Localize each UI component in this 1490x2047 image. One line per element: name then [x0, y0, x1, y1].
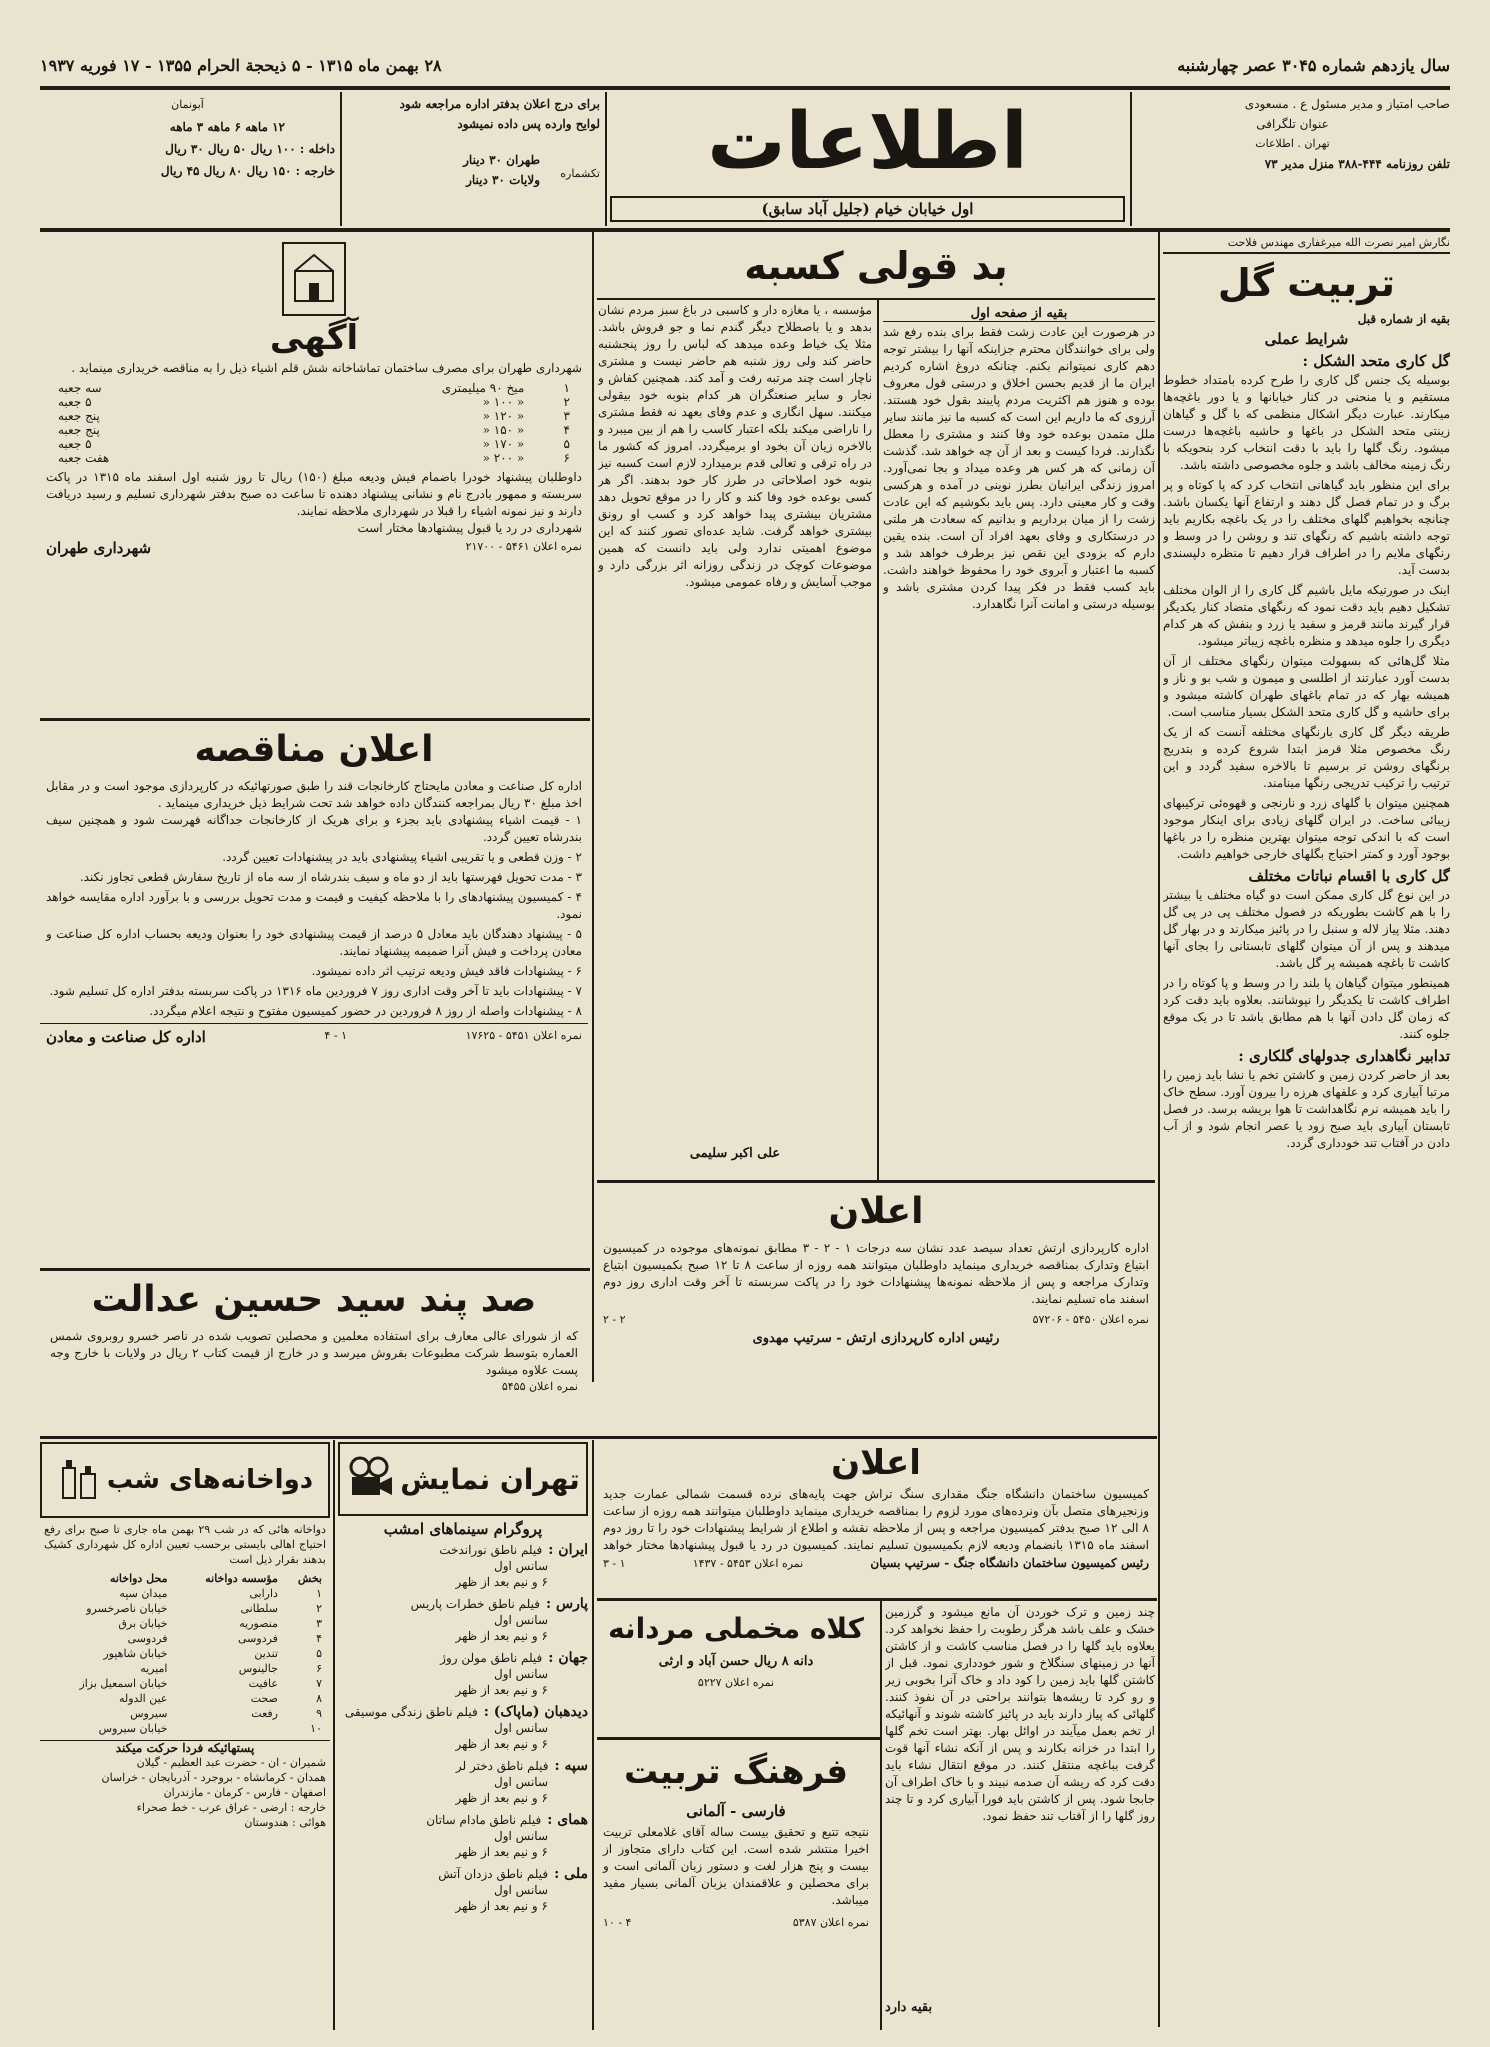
cinema-film: فیلم ناطق مادام ساتان: [426, 1813, 542, 1827]
pharmacy-row: [40, 1601, 326, 1616]
newspaper-title: اطلاعات: [707, 97, 1028, 187]
hat-ad-no: نمره اعلان ۵۲۲۷: [697, 1676, 775, 1689]
pharmacy-h-name: مؤسسه دواخانه: [205, 1572, 278, 1585]
cinema-session: سانس اول: [493, 1829, 548, 1843]
agahi-foot: شهرداری در رد یا قبول پیشنهادها مختار است: [357, 521, 582, 535]
pharmacy-cell: امیریه: [140, 1662, 168, 1675]
army-body: اداره کارپردازی ارتش تعداد سیصد عدد نشان سه درجات ۱ - ۲ - ۳ مطابق نمونه‌های موجوده در کمیسیون ابتیاع وتدارک بمناقصه خریداری مینماید داوطلبان میتوانند همه روزه از ساعت ۸ تا ۱۲ صبح بکمیسیون ابتیاع وتدارک مراجعه و پس از ملاحظه نمونه‌ها پیشنهادات خود را در پاکت سربسته تا آخر وقت اداری روز دوم اسفند ماه تسلیم نمایند.: [603, 1241, 1150, 1306]
agahi-item-n: ۴: [563, 423, 570, 437]
pharmacy-cell: خیابان شاهپور: [103, 1647, 168, 1660]
masthead-subscription: [40, 94, 335, 224]
pharmacy-intro: دواخانه هائی که در شب ۲۹ بهمن ماه جاری تا صبح برای رفع احتیاج اهالی بایستی برحسب تعیین اداره کل شهرداری کشیک بدهند بقرار ذیل است: [44, 1523, 326, 1566]
dictionary-ad-no2: ۴ - ۱۰: [603, 1916, 632, 1929]
tender-title: اعلان مناقصه: [194, 729, 434, 770]
cinema-entry: [338, 1542, 588, 1590]
col-rule-4: [880, 1600, 882, 2030]
price-tehran: طهران ۳۰ دینار: [463, 153, 540, 167]
cinema-entry: [338, 1758, 588, 1806]
flower-section4: تدابیر نگاهداری جدولهای گلکاری :: [1238, 1047, 1450, 1065]
cinema-time: ۶ و نیم بعد از ظهر: [455, 1737, 548, 1751]
owner-line: صاحب امتیاز و مدیر مسئول ع . مسعودی: [1244, 97, 1450, 111]
subs-internal: داخله : ۱۰۰ ریال ۵۰ ریال ۳۰ ریال: [165, 142, 335, 156]
cinema-session: سانس اول: [493, 1721, 548, 1735]
dictionary-sub: فارسی - آلمانی: [686, 1802, 786, 1820]
book-ad-no: نمره اعلان ۵۴۵۵: [501, 1380, 578, 1393]
pharmacy-cell: ۱: [316, 1587, 322, 1600]
pharmacy-cell: عین الدوله: [118, 1692, 168, 1705]
flower-article: [1163, 234, 1450, 2024]
bottom-text-cont: بقیه دارد: [885, 2000, 933, 2015]
masthead-prices: [345, 94, 600, 224]
subs-cols: ۱۲ ماهه ۶ ماهه ۳ ماهه: [169, 120, 285, 134]
telegraph-line: [1135, 114, 1450, 134]
pharmacy-cell: ۱۰: [310, 1722, 322, 1735]
center-col-left: [598, 302, 872, 1180]
army-ad: [597, 1184, 1155, 1434]
agahi-title: آگهی: [269, 318, 359, 358]
flower-p5: طریقه دیگر گل کاری بارنگهای مختلفه آنست که از یک رنگ مخصوص مثلا قرمز ابتدا شروع کرده و بتدریج برنگهای روشن تر برسیم تا بالاخره سفید گردد و این ترتیب را ترکیب تدریجی رنگها مینامند.: [1163, 725, 1450, 790]
agahi-item-row: [54, 409, 574, 423]
top-rule: [40, 86, 1450, 90]
cinema-session: سانس اول: [493, 1613, 548, 1627]
address-line: اول خیابان خیام (جلیل آباد سابق): [610, 196, 1125, 222]
agahi-item-n: ۳: [563, 409, 570, 423]
agahi-item-qty: پنج جعبه: [58, 409, 100, 423]
university-ad: [597, 1440, 1155, 1595]
emblem-icon: [282, 242, 346, 316]
cinema-film: فیلم ناطق دزدان آتش: [438, 1867, 549, 1881]
bottom-text: چند زمین و ترک خوردن آن مانع میشود و گرزمین خشک و علف باشد هرگز رطوبت را حفظ نخواهد کرد. بعلاوه باید گلها را در فصل مناسب کاشت و از کاشتن آنها در زمینهای سنگلاخ و شور خودداری نمود. قبل از کاشتن گلها باید زمین را کود داد و خاک آنرا بخوبی زیر و رو کرد تا ریشه‌ها بتوانند براحتی در آن نفوذ کنند. گلهائی که پیاز دارند باید در پائیز کاشته شوند و آنهائیکه از تخم بعمل میآیند در اوائل بهار. بهتر است تخم گلها را ابتدا در خزانه بکارند و پس از آنکه نشاء آنها قوت گرفت بباغچه منتقل کنند. در موقع انتقال نشاء باید دقت کرد که ریشه آن صدمه نبیند و با خاک اطراف آن جابجا شود. پس از کاشتن باید فورا آبیاری کرد و تا چند روز گلها را از آفتاب تند حفظ نمود.: [885, 1605, 1155, 1823]
pharmacy-title: دواخانه‌های شب: [106, 1465, 314, 1495]
army-ad-no2: ۲ - ۲: [603, 1313, 626, 1326]
pharmacy-row: [40, 1586, 326, 1601]
flower-p4: مثلا گل‌هائی که بسهولت میتوان رنگهای مختلف از آن بدست آورد عبارتند از اطلسی و میمون و شب بو و ناز و همیشه بهار که در تمام باغهای طهران کاشته میشود و برای حاشیه و گل کاری متحد الشکل بسیار مناسب است.: [1163, 654, 1450, 719]
pharmacy-cell: خیابان برق: [118, 1617, 168, 1630]
price-label: تکشماره: [560, 167, 600, 180]
cinema-time: ۶ و نیم بعد از ظهر: [455, 1845, 548, 1859]
cinema-name: دیدهبان (ماپاک) :: [483, 1704, 588, 1720]
agahi-item-desc: « ۱۷۰ «: [482, 437, 525, 451]
cinema-time: ۶ و نیم بعد از ظهر: [455, 1575, 548, 1589]
center-bottom-rule: [597, 1180, 1155, 1183]
pharmacy-cell: ۹: [316, 1707, 322, 1720]
cinema-title: تهران نمایش: [400, 1462, 580, 1496]
cinema-name: سپه :: [554, 1758, 588, 1774]
flower-continued: بقیه از شماره قبل: [1357, 312, 1450, 326]
cinema-list: [338, 1542, 588, 1914]
agahi-item-row: [54, 423, 574, 437]
tender-items: [40, 812, 588, 1020]
agahi-item-qty: هفت جعبه: [58, 451, 110, 465]
cinema-name: ملی :: [554, 1866, 588, 1882]
agahi-intro: شهرداری طهران برای مصرف ساختمان تماشاخانه شش قلم اشیاء ذیل را به مناقصه خریداری مینماید .: [71, 361, 582, 375]
center-title-rule: [597, 298, 1155, 300]
pharmacy-cell: رفعت: [251, 1707, 278, 1720]
tender-bottom-rule: [40, 1268, 590, 1271]
pharmacy-ad: [40, 1442, 330, 2027]
masthead-owner: [1135, 94, 1450, 224]
cinema-film: فیلم ناطق نوراندخت: [439, 1543, 543, 1557]
agahi-item-n: ۵: [563, 437, 570, 451]
pharmacy-cell: جالینوس: [238, 1662, 278, 1675]
cinema-film: فیلم ناطق خطرات پاریس: [410, 1597, 540, 1611]
tender-item: ۳ - مدت تحویل فهرستها باید از دو ماه و سیف بندرشاه از سه ماه از تاریخ سفارش قطعی تجاوز نکند.: [79, 870, 582, 884]
agahi-bottom-rule: [40, 718, 590, 721]
tender-ad-no: نمره اعلان ۵۴۵۱ - ۱۷۶۲۵: [465, 1029, 582, 1042]
university-sign: رئیس کمیسیون ساختمان دانشگاه جنگ - سرتیپ بسیان: [870, 1556, 1149, 1570]
pharmacy-cell: عافیت: [248, 1677, 278, 1690]
cinema-name: همای :: [547, 1812, 588, 1828]
cinema-entry: [338, 1704, 588, 1752]
pharmacy-row: [40, 1646, 326, 1661]
post-line: هوائی : هندوستان: [244, 1816, 326, 1829]
cinema-name: پارس :: [545, 1596, 588, 1612]
post-line: خارجه : ارضی - عراق عرب - خط صحراء: [136, 1801, 326, 1814]
agahi-item-desc: « ۲۰۰ «: [482, 451, 525, 465]
hat-bottom-rule: [597, 1737, 880, 1740]
agahi-item-desc: « ۱۰۰ «: [482, 395, 525, 409]
pharmacy-row: [40, 1631, 326, 1646]
pharmacy-row: [40, 1616, 326, 1631]
subs-external: خارجه : ۱۵۰ ریال ۸۰ ریال ۴۵ ریال: [160, 164, 335, 178]
university-bottom-rule: [597, 1598, 1157, 1601]
pharmacy-table: [40, 1571, 326, 1736]
agahi-item-qty: سه جعبه: [58, 381, 102, 395]
dictionary-ad: [597, 1742, 875, 2022]
date-line: ۲۸ بهمن ماه ۱۳۱۵ - ۵ ذیحجة الحرام ۱۳۵۵ - ۱۷ فوریه ۱۹۳۷: [40, 56, 442, 75]
subs-label: آبونمان: [171, 98, 204, 111]
center-col-left-text: مؤسسه ، یا مغازه دار و کاسبی در باغ سبز مردم نشان بدهد و یا باصطلاح دیگر گندم نما و جو فروش باشد. مثلا یک خیاط وعده میدهد که لباس را روز پنجشنبه حاضر کند ولی روز شنبه هم حاضر نیست و مشتری ناچار است چند مرتبه رفت و آمد کند. همچنین کفاش و نجار و سایر صنعتگران هر کدام بنوبه خود بیقولی میکنند. سهل انگاری و عدم وفای بعهد نه فقط مشتری را ناراضی میکند بلکه اعتبار کاسب را هم از بین میبرد و بالاخره زیان آن بخود او برمیگردد. امروز که کشور ما در راه ترقی و تعالی قدم برمیدارد لازم است کسبه نیز بنوبه خود اصلاحاتی در طرز کار خود بدهند. اگر هر کسی بوعده خود وفا کند و کار را در موقع تحویل دهد مشتریان بیشتری پیدا خواهد کرد و کسب او رونق بیشتری خواهد گرفت. شاید عده‌ای تصور کنند که این موضوع اهمیتی ندارد ولی باید دانست که همین موضوعات کوچک در زندگی روزانه اثر بزرگی دارد و موجب آسایش و رفاه عمومی میشود.: [598, 303, 872, 589]
cinema-ad: [338, 1442, 588, 2027]
col-rule-5: [333, 1440, 335, 2030]
cinema-session: سانس اول: [493, 1775, 548, 1789]
pharmacy-cell: خیابان سیروس: [98, 1722, 168, 1735]
tender-ad: [40, 722, 588, 1267]
posts-list: [40, 1755, 330, 1830]
university-ad-no: نمره اعلان ۵۴۵۳ - ۱۴۳۷: [692, 1557, 804, 1570]
dictionary-ad-no: نمره اعلان ۵۳۸۷: [792, 1916, 869, 1929]
flower-p6: همچنین میتوان با گلهای زرد و نارنجی و قهوه‌ئی ترکیبهای زیبائی ساخت. در ایران گلهای زیادی برای اینکار موجود است که با اندکی توجه میتوان بهترین منظره را در باغها بوجود آورد و کمتر احتیاج بگلهای خارجی خواهیم داشت.: [1163, 796, 1450, 861]
flower-section2: گل کاری متحد الشکل :: [1302, 352, 1450, 370]
cinema-entry: [338, 1596, 588, 1644]
col-rule-3: [877, 300, 879, 1180]
tender-item: ۸ - پیشنهادات واصله از روز ۸ فروردین در حضور کمیسیون مفتوح و نتیجه اعلام میگردد.: [149, 1004, 582, 1018]
agahi-sign: شهرداری طهران: [46, 539, 152, 557]
army-sign: رئیس اداره کارپردازی ارتش - سرتیپ مهدوی: [752, 1331, 1000, 1346]
cinema-time: ۶ و نیم بعد از ظهر: [455, 1791, 548, 1805]
masthead-center: [610, 92, 1125, 226]
cinema-time: ۶ و نیم بعد از ظهر: [455, 1683, 548, 1697]
pharmacy-cell: منصوریه: [239, 1617, 278, 1630]
pharmacy-cell: میدان سپه: [119, 1587, 168, 1600]
agahi-item-row: [54, 395, 574, 409]
flower-p1: بوسیله یک جنس گل کاری را طرح کرده بامتداد خطوط مستقیم و یا منحنی در کنار خیابانها و یا دور باغچه‌ها میکارند. عبارت دیگر اشکال منظمی که با گل و گیاهان زینتی متحد الشکل در باغها و حاشیه باغچه‌ها درست میشود. رنگ گلها را باید با دقت انتخاب کرد بنحویکه با رنگ زمینه مخالف باشد و جلوه مخصوصی داشته باشد.: [1163, 373, 1450, 472]
tender-item: ۷ - پیشنهادات باید تا آخر وقت اداری روز ۷ فروردین ماه ۱۳۱۶ در پاکت سربسته بدفتر اداره کل تسلیم شود.: [49, 984, 582, 998]
flower-section3: گل کاری با اقسام نباتات مختلف: [1248, 867, 1450, 885]
price-provinces: ولایات ۳۰ دینار: [466, 173, 540, 187]
cinema-film: فیلم ناطق مولن روژ: [440, 1651, 543, 1665]
pharmacy-row: [40, 1721, 326, 1736]
center-col-right: [883, 302, 1155, 1180]
pharmacy-cell: ۷: [316, 1677, 322, 1690]
tender-ad-no2: ۱ - ۴: [324, 1029, 347, 1042]
cinema-time: ۶ و نیم بعد از ظهر: [455, 1629, 548, 1643]
cinema-entry: [338, 1650, 588, 1698]
telegraph-label: عنوان تلگرافی: [1256, 117, 1329, 131]
pharmacy-cell: خیابان اسمعیل بزاز: [79, 1677, 168, 1690]
pharmacy-cell: [171, 1721, 281, 1736]
book-body: که از شورای عالی معارف برای استفاده معلمین و محصلین تصویب شده در ناصر خسرو روبروی شمس العماره بتوسط شرکت مطبوعات بفروش میرسد و در خارج از قیمت کتاب ۲ ریال در ولایات با خارج وجه پست علاوه میشود: [50, 1329, 578, 1377]
army-title: اعلان: [828, 1191, 924, 1232]
hat-line: دانه ۸ ریال حسن آباد و ارثی: [658, 1654, 814, 1669]
agahi-ad: [40, 234, 588, 718]
pharmacy-cell: سیروس: [130, 1707, 168, 1720]
flower-p8: همینطور میتوان گیاهان پا بلند را در وسط و پا کوتاه را در اطراف کاشت تا یکدیگر را نپوشانند. بعلاوه باید دقت کرد که زمان گل دادن آنها با هم مطابق باشد تا در یک موقع جلوه کنند.: [1163, 976, 1450, 1041]
agahi-item-n: ۲: [563, 395, 570, 409]
agahi-ad-no: نمره اعلان ۵۴۶۱ - ۲۱۷۰۰: [465, 540, 582, 553]
masthead-divider-right: [1130, 92, 1132, 226]
pharmacy-cell: دارابی: [249, 1587, 278, 1600]
cinema-sub: پروگرام سینماهای امشب: [383, 1520, 543, 1538]
flower-p7: در این نوع گل کاری ممکن است دو گیاه مختلف یا بیشتر را با هم کاشت بطوریکه در فصول مختلف پی در پی گل دهند. مثلا پیاز لاله و سنبل را در پائیز میکارند و در بهار گل میدهند و پس از آن میتوان گلهای تابستانی را بجای آنها کاشت تا باغچه همیشه پر گل باشد.: [1163, 888, 1450, 970]
agahi-item-row: [54, 451, 574, 465]
masthead-divider-prices: [340, 92, 342, 226]
tender-item: ۴ - کمیسیون پیشنهادهای را با ملاحظه کیفیت و قیمت و مدت تحویل بررسی و با برآورد اداره مقایسه خواهد نمود.: [46, 890, 582, 921]
tender-item: ۵ - پیشنهاد دهندگان باید معادل ۵ درصد از قیمت پیشنهادی خود را بعنوان ودیعه بحساب اداره کل صناعت و معادن پرداخت و فیش آنرا ضمیمه پیشنهاد نمایند.: [46, 927, 582, 958]
agahi-item-row: [54, 381, 574, 395]
flower-p3: اینک در صورتیکه مایل باشیم گل کاری را از الوان مختلف تشکیل دهیم باید دقت نمود که رنگهای متضاد کنار یکدیگر قرار گیرند مانند قرمز و سفید یا زرد و بنفش که هر کدام دیگری را جلوه میدهد و منظره باغچه زیباتر میشود.: [1163, 583, 1450, 648]
book-ad: [40, 1272, 588, 1432]
pharmacy-cell: ۴: [316, 1632, 322, 1645]
university-ad-no2: ۱ - ۳: [603, 1557, 626, 1570]
ads-note2: لوایح وارده پس داده نمیشود: [457, 117, 600, 131]
tender-sign: اداره کل صناعت و معادن: [46, 1028, 206, 1046]
cinema-time: ۶ و نیم بعد از ظهر: [455, 1899, 548, 1913]
pharmacy-row: [40, 1661, 326, 1676]
pharmacy-cell: سلطانی: [240, 1602, 278, 1615]
flower-p2: برای این منظور باید گیاهانی انتخاب کرد که پا کوتاه و پر برگ و در تمام فصل گل دهند و ارتفاع آنها یکسان باشد. چنانچه بخواهیم گلهای مختلف را در یک باغچه بکاریم باید توجه داشته باشیم که رنگهای تند و روشن را در وسط و رنگهای ملایم را در اطراف قرار دهیم تا منظره دلپسندی بدست آید.: [1163, 478, 1450, 577]
agahi-items-table: [54, 381, 574, 465]
pharmacy-cell: خیابان ناصرخسرو: [86, 1602, 168, 1615]
pharmacy-h-place: محل دواخانه: [109, 1572, 168, 1585]
film-camera-icon: [346, 1453, 394, 1505]
flower-section1: شرایط عملی: [1264, 330, 1349, 348]
pharmacy-cell: ۳: [316, 1617, 322, 1630]
col-rule-1: [1158, 232, 1160, 2027]
tender-item: ۱ - قیمت اشیاء پیشنهادی باید بجزء و برای هریک از کارخانجات جداگانه فهرست شود و همچنین سیف بندرشاه تعیین گردد.: [46, 813, 582, 844]
pharmacy-cell: فردوسی: [238, 1632, 278, 1645]
tender-item: ۶ - پیشنهادات فاقد فیش ودیعه ترتیب اثر داده نمیشود.: [311, 964, 582, 978]
agahi-item-row: [54, 437, 574, 451]
pharmacy-cell: ۲: [316, 1602, 322, 1615]
pharmacy-h-district: بخش: [297, 1572, 322, 1585]
pharmacy-cell: صحت: [250, 1692, 278, 1705]
ads-note: برای درج اعلان بدفتر اداره مراجعه شود: [399, 97, 600, 111]
issue-line: سال یازدهم شماره ۳۰۴۵ عصر چهارشنبه: [1177, 56, 1450, 75]
pharmacy-cell: ۵: [316, 1647, 322, 1660]
cinema-entry: [338, 1812, 588, 1860]
hat-ad: [597, 1604, 875, 1734]
pharmacy-row: [40, 1676, 326, 1691]
cinema-film: فیلم ناطق زندگی موسیقی: [344, 1705, 478, 1719]
pharmacy-cell: ۸: [316, 1692, 322, 1705]
pharmacy-cell: فردوسی: [127, 1632, 168, 1645]
pharmacy-row: [40, 1706, 326, 1721]
col-rule-2: [592, 232, 594, 1382]
agahi-item-qty: ۵ جعبه: [58, 437, 92, 451]
dictionary-title: فرهنگ تربیت: [623, 1752, 849, 1792]
post-line: همدان - کرمانشاه - بروجرد - آذربایجان - خراسان: [101, 1771, 326, 1784]
hat-title: کلاه مخملی مردانه: [608, 1612, 864, 1645]
book-title: صد پند سید حسین عدالت: [91, 1279, 537, 1320]
post-line: اصفهان - فارس - کرمان - مازندران: [163, 1786, 326, 1799]
bottom-text-col: [885, 1604, 1155, 2024]
army-ad-no: نمره اعلان ۵۴۵۰ - ۵۷۲۰۶: [1032, 1313, 1149, 1326]
post-line: شمیران - ان - حضرت عبد العظیم - گیلان: [136, 1756, 326, 1769]
posts-title: پستهائیکه فردا حرکت میکند: [40, 1740, 330, 1755]
tender-item: ۲ - وزن قطعی و یا تقریبی اشیاء پیشنهادی باید در پیشنهادات تعیین گردد.: [222, 850, 582, 864]
center-title: بد قولی کسبه: [744, 244, 1008, 288]
dictionary-body: نتیجه تتبع و تحقیق بیست ساله آقای غلامعلی تربیت اخیرا منتشر شده است. این کتاب دارای متجاوز از بیست و پنج هزار لغت و دستور زبان آلمانی است و برای محصلین و علاقمندان بزبان آلمانی بسیار مفید میباشد.: [603, 1825, 869, 1907]
cinema-session: سانس اول: [493, 1559, 548, 1573]
pharmacy-bottles-icon: [57, 1454, 101, 1506]
agahi-item-desc: میخ ۹۰ میلیمتری: [441, 381, 525, 395]
agahi-body: داوطلبان پیشنهاد خودرا باضمام فیش ودیعه مبلغ (۱۵۰) ریال تا روز شنبه اول اسفند ماه ۱۳۱۵ در پاکت سربسته و ممهور بادرج نام و نشانی پیشنهاد دهنده تا ساعت ده صبح بدفتر شهرداری تسلیم و رسید دریافت دارند و نیز نمونه اشیاء را قبلا در شهرداری ملاحظه نمایند.: [46, 470, 582, 518]
agahi-item-desc: « ۱۲۰ «: [482, 409, 525, 423]
masthead-divider-left: [605, 92, 607, 226]
pharmacy-row: [40, 1691, 326, 1706]
agahi-item-desc: « ۱۵۰ «: [482, 423, 525, 437]
cinema-session: سانس اول: [493, 1883, 548, 1897]
pharmacy-cell: ۶: [316, 1662, 322, 1675]
agahi-item-qty: ۵ جعبه: [58, 395, 92, 409]
flower-byline: نگارش امیر نصرت الله میرغفاری مهندس فلاحت: [1163, 234, 1450, 254]
flower-title: تربیت گل: [1217, 261, 1396, 305]
agahi-item-qty: پنج جعبه: [58, 423, 100, 437]
tender-intro: اداره کل صناعت و معادن مایحتاج کارخانجات قند را طبق صورتهائیکه در کارپردازی موجود است و در مقابل اخذ مبلغ ۳۰ ریال بمراجعه کنندگان داده خواهد شد تحت شرایط ذیل خریداری مینماید .: [46, 779, 582, 810]
agahi-item-n: ۶: [563, 451, 570, 465]
agahi-item-n: ۱: [563, 381, 570, 395]
pharmacy-cell: تندین: [254, 1647, 278, 1660]
university-title: اعلان: [831, 1443, 921, 1483]
cinema-name: ایران :: [548, 1542, 588, 1558]
book-bottom-rule: [40, 1436, 1157, 1439]
col-rule-6: [592, 1440, 594, 2030]
center-continued: بقیه از صفحه اول: [883, 306, 1155, 322]
cinema-entry: [338, 1866, 588, 1914]
flower-p9: بعد از حاضر کردن زمین و کاشتن تخم یا نشا باید زمین را مرتبا آبیاری کرد و علفهای هرزه را بیرون آورد. سطح خاک را باید همیشه نرم نگاهداشت تا هوا بریشه برسد. در فصل تابستان آبیاری باید صبح زود یا عصر انجام شود و از آب دادن در آفتاب تند خودداری گردد.: [1163, 1068, 1450, 1150]
phone-line: تلفن روزنامه ۴۴۴-۳۸۸ منزل مدیر ۷۳: [1264, 157, 1450, 171]
university-body: کمیسیون ساختمان دانشگاه جنگ مقداری سنگ تراش جهت پایه‌های نرده قسمت شمالی عمارت جدید وزنجیرهای متصل بآن ونرده‌های مورد لزوم را بمناقصه خریداری مینماید داوطلبان میتوانند همه روزه از ساعت ۸ الی ۱۲ صبح بدفتر کمیسیون مراجعه و پس از ملاحظه نقشه و اطلاع از شرایط پیشنهادات خود را تا روز دوم اسفند ماه ۱۳۱۵ بانضمام ودیعه لازم بکمیسیون تسلیم نمایند. کمیسیون در رد یا قبول پیشنهادها مختار خواهد: [603, 1487, 1150, 1552]
telegraph-value: تهران . اطلاعات: [1255, 137, 1330, 150]
cinema-session: سانس اول: [493, 1667, 548, 1681]
cinema-name: جهان :: [548, 1650, 588, 1666]
masthead-bottom-rule: [40, 228, 1450, 232]
center-signature: علی اکبر سلیمی: [689, 1146, 781, 1161]
center-col-right-text: در هرصورت این عادت زشت فقط برای بنده رفع شد ولی برای خوانندگان محترم جزاینکه آنها را بیشتر توجه دهم کاری نمیتوانم بکنم. چنانکه دروغ اشاره کردیم ایران ما از قدیم بحسن اخلاق و درستی قول معروف بوده و هنوز هم اکثریت مردم پایبند بقول خود هستند. آرزوی که ما داریم این است که کسبه ما نیز مانند سایر ملل متمدن بوعده خود وفا کنند و مشتری را معطل نگذارند. فردا کیست و بعد از آن چه خواهد شد. گذشت آن زمانی که هر کس هر وعده میداد و بجا نمی‌آورد. امروز زندگی ایرانیان بطرز نوینی در آمده و هرکسی وقت و کار معینی دارد. پس باید بکوشیم که این عادت زشت را از میان برداریم و بدانیم که سعادت هر ملتی در درستکاری و وفای بعهد افراد آن است. بنده یقین دارم که بزودی این نقص نیز برطرف خواهد شد و کسبه ما اعتبار و آبروی خود را محفوظ خواهند داشت. باید کسب فقط در فکر پیدا کردن مشتری باشد و بوسیله درستی و امانت آنرا نگاهدارد.: [883, 325, 1155, 611]
cinema-film: فیلم ناطق دختر لر: [455, 1759, 549, 1773]
